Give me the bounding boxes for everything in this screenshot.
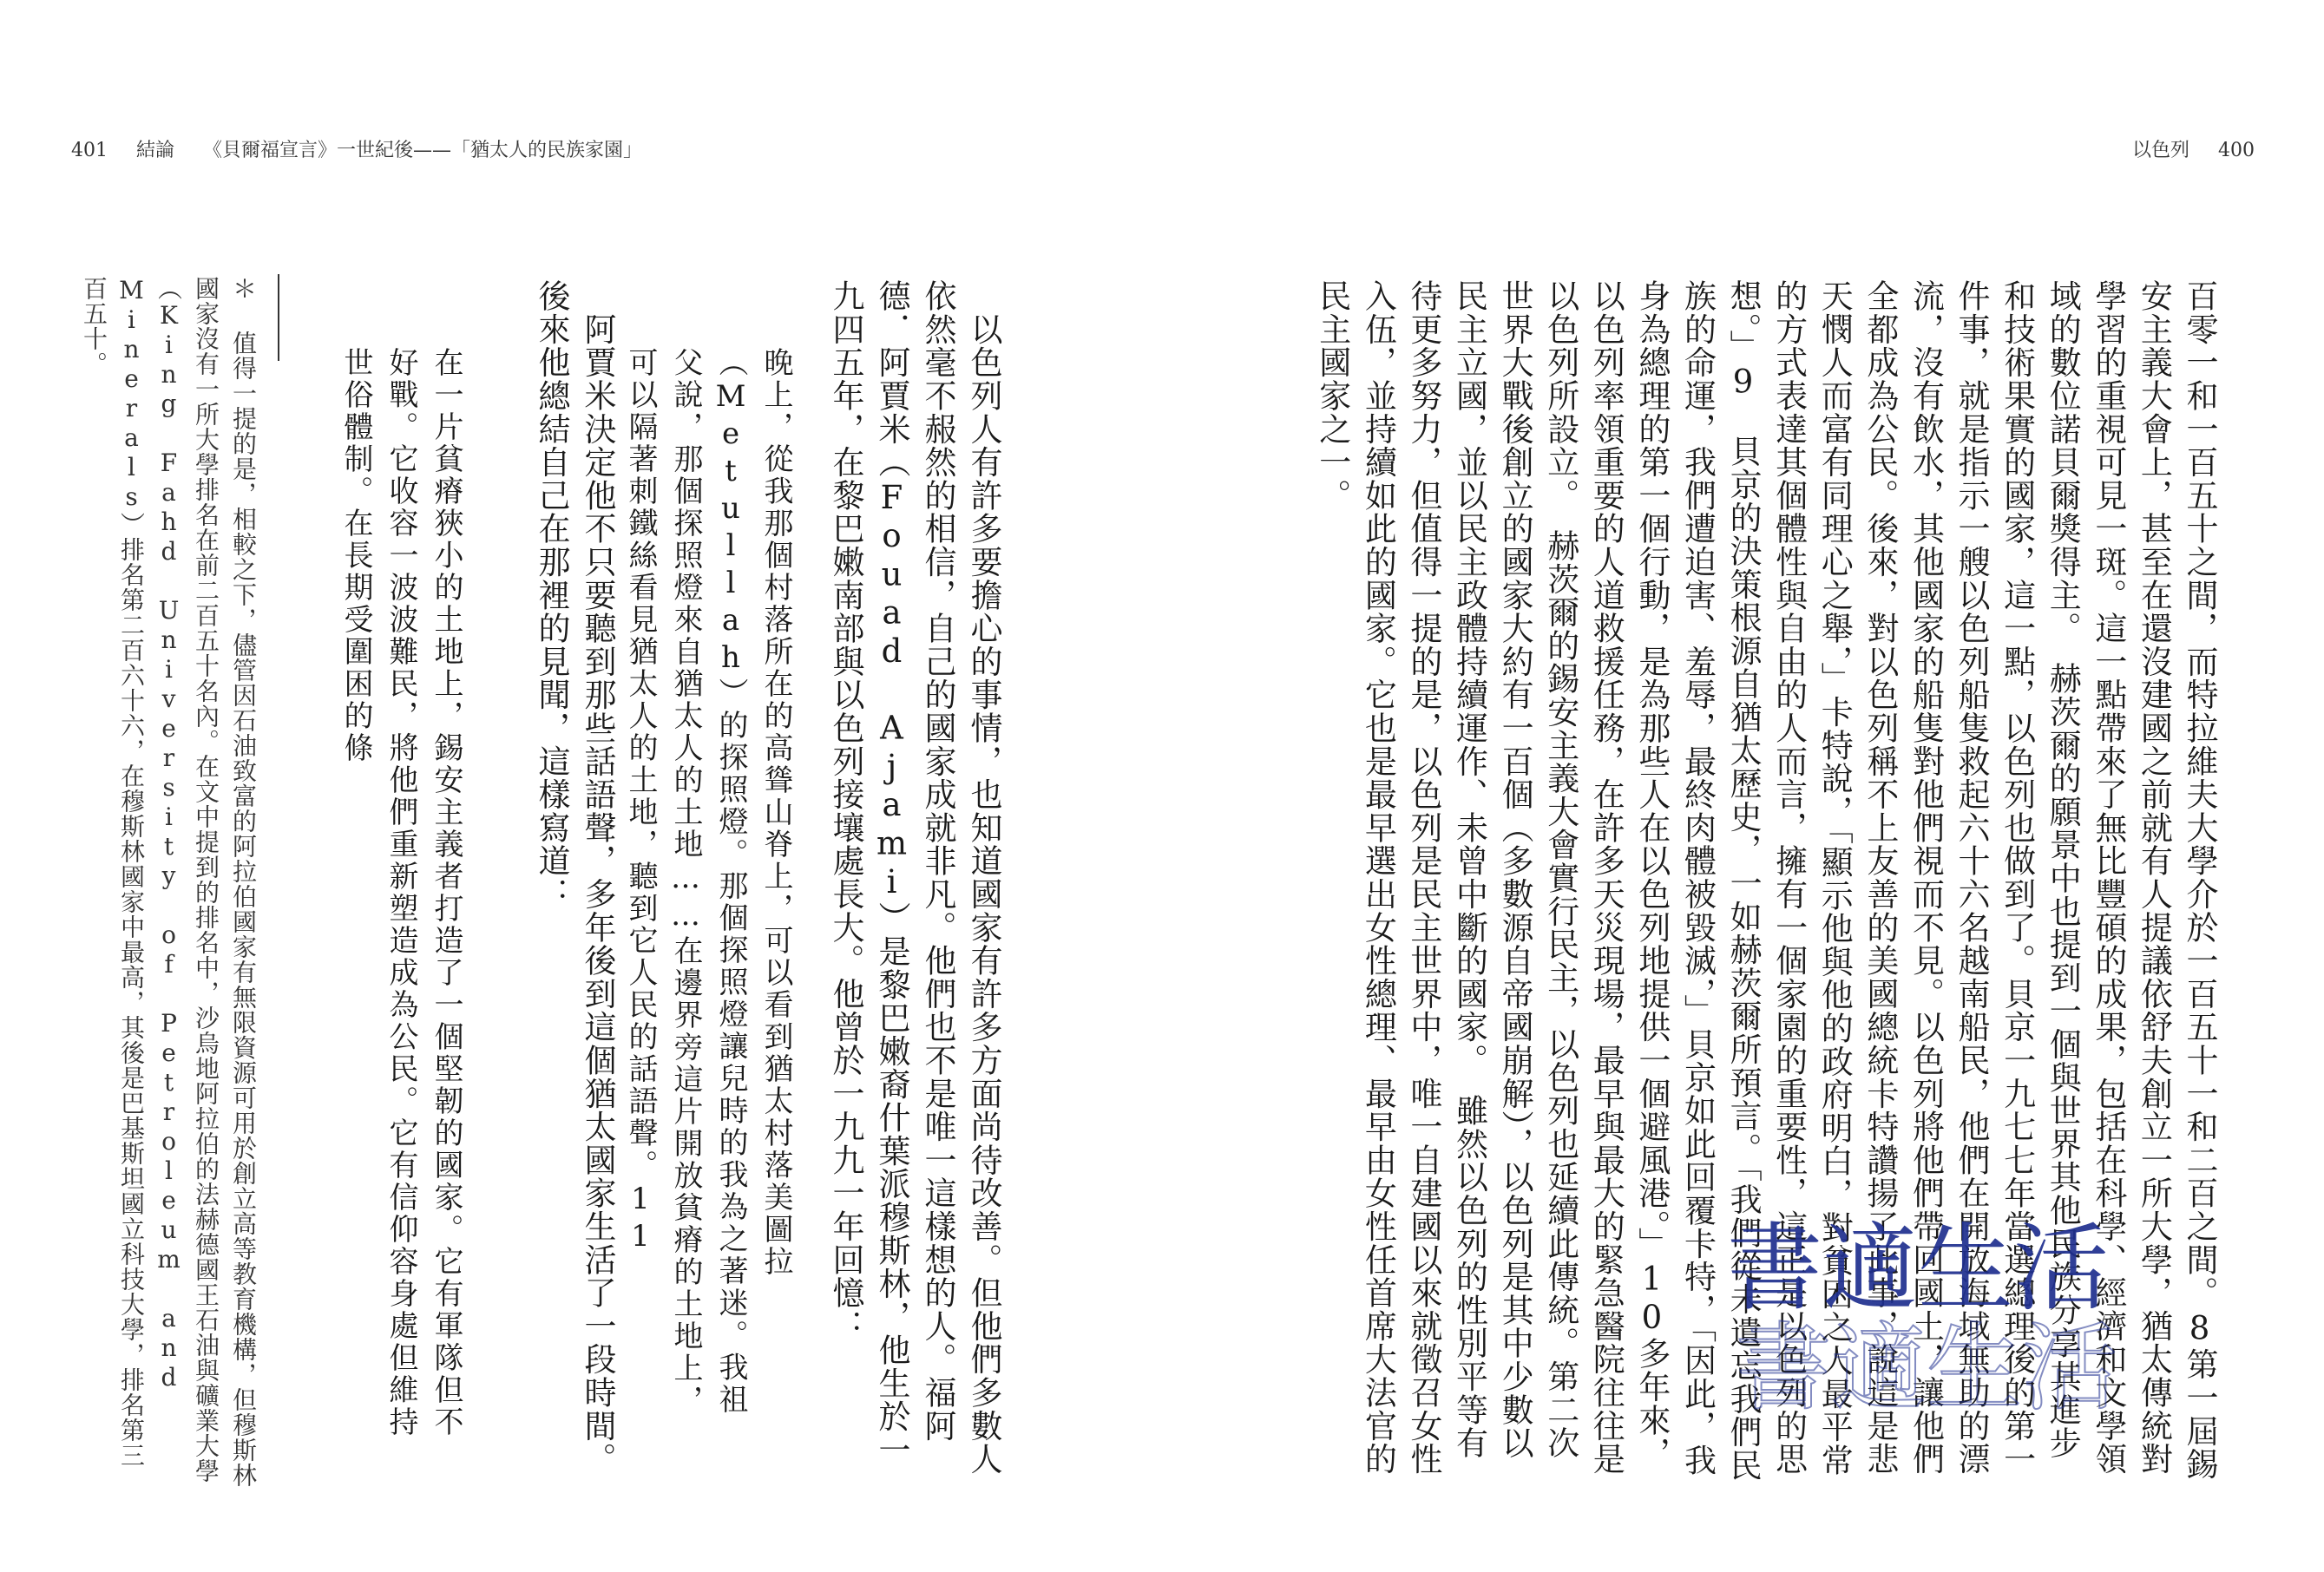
quote-2-text: 在一片貧瘠狹小的土地上，錫安主義者打造了一個堅韌的國家。它有軍隊但不好戰。它收容一波波難民，將他們重新塑造成為公民。它有信仰容身處但維持世俗體制。在長期受圍困的條 — [338, 347, 463, 1438]
mid-paragraph-text: 阿賈米決定他不只要聽到那些話語聲，多年後到這個猶太國家生活了一段時間。後來他總結自己在那裡的見聞，這樣寫道： — [533, 279, 616, 1476]
footnote-text: ＊ 值得一提的是，相較之下，儘管因石油致富的阿拉伯國家有無限資源可用於創立高等教育機構，但穆斯林國家沒有一所大學排名在前二百五十名內。在文中提到的排名中，沙烏地阿拉伯的法赫德國王石油與礦業大學（King Fahd University of Petroleum and Minerals）排名第二百六十六，在穆斯林國家中最高，其後是巴基斯坦國立科技大學，排名第三百五十。 — [80, 276, 258, 1488]
running-header-right — [2132, 135, 2255, 162]
block-quote-1 — [623, 347, 798, 1440]
left-paragraph-text: 以色列人有許多要擔心的事情，也知道國家有許多方面尚待改善。但他們多數人依然毫不赧然的相信，自己的國家成就非凡。他們也不是唯一這樣想的人。福阿德．阿賈米（Fouad Ajami）是黎巴嫩裔什葉派穆斯林，他生於一九四五年，在黎巴嫩南部與以色列接壤處長大。他曾於一九九一年回憶： — [827, 279, 1002, 1476]
page-number-right: 400 — [2218, 140, 2255, 161]
page-number-left: 401 — [71, 140, 108, 161]
running-header-left — [71, 135, 665, 162]
left-page-paragraph-2 — [486, 279, 620, 1494]
left-page-paragraph-1 — [798, 279, 1007, 1494]
section-title: 結論 — [136, 140, 175, 161]
quote-1-text: 晚上，從我那個村落所在的高聳山脊上，可以看到猶太村落美圖拉（Metullah）的探照燈。那個探照燈讓兒時的我為之著迷。我祖父說，那個探照燈來自猶太人的土地……在邊界旁這片開放貧瘠的土地上，可以隔著刺鐵絲看見猶太人的土地，聽到它人民的話語聲。11 — [623, 347, 793, 1417]
watermark-logo — [1718, 1189, 2126, 1431]
right-page-paragraphs: 百零一和一百五十之間，而特拉維夫大學介於一百五十一和二百之間。8第一屆錫安主義大會上，甚至在還沒建國之前就有人提議依舒夫創立一所大學，猶太傳統對學習的重視可見一斑。這一點帶來了無比豐碩的成果，包括在科學、經濟和文學領域的數位諾貝爾獎得主。 赫茨爾的願景中也提到一個與世界其他民族分享其進步和技術果實的國家，這一點，以色列也做到了。貝京一九七七年當選總理後的第一件事，就是指示一艘以色列船隻救起六十六名越南船民，他們在開放海域無助的漂流，沒有飲水，其他國家的船隻對他們視而不見。以色列將他們帶回國土，讓他們全都成為公民。後來，對以色列稱不上友善的美國總統卡特讚揚了此事，說這是悲天憫人而富有同理心之舉，」卡特說，「顯示他與他的政府明白，對貧困之人最平常的方式表達其個體性與自由的人而言，擁有一個家園的重要性，這正是以色列的思想。」9 貝京的決策根源自猶太歷史，一如赫茨爾所預言。「我們從未遺忘我們民族的命運，我們遭迫害、羞辱，最終肉體被毀滅，」貝京如此回覆卡特，「因此，我身為總理的第一個行動，是為那些人在以色列地提供一個避風港。」10多年來，以色列率領重要的人道救援任務，在許多天災現場，最早與最大的緊急醫院往往是以色列所設立。 赫茨爾的錫安主義大會實行民主，以色列也延續此傳統。第二次世界大戰後創立的國家大約有一百個（多數源自帝國崩解），以色列是其中少數以民主立國，並以民主政體持續運作、未曾中斷的國家。 雖然以色列的性別平等有待更多努力，但值得一提的是，以色列是民主世界中，唯一自建國以來就徵召女性入伍，並持續如此的國家。它也是最早選出女性總理、最早由女性任首席大法官的民主國家之一。 — [1313, 279, 2218, 1483]
book-title: 以色列 — [2131, 140, 2189, 161]
watermark-text-outline: 書適生活 — [1736, 1313, 2117, 1424]
chapter-title: 《貝爾福宣言》一世紀後——「猶太人的民族家園」 — [203, 140, 643, 161]
watermark-text-primary: 書適生活 — [1727, 1213, 2109, 1324]
footnote-divider — [278, 274, 279, 361]
block-quote-2 — [338, 347, 469, 1440]
footnote — [80, 276, 262, 1490]
